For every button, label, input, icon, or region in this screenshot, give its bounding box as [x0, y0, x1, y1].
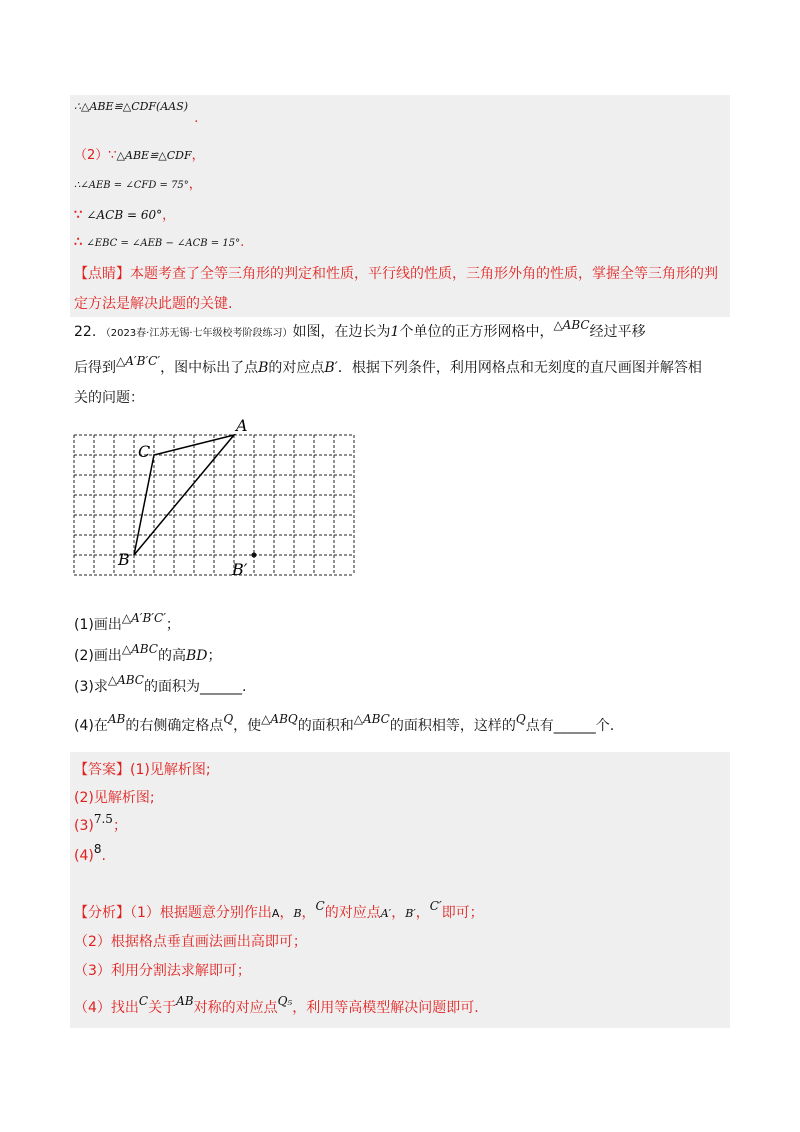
answer-line-3: (3)7.5；: [74, 812, 127, 834]
solution-line-1: ∴△ABE≌△CDF(AAS) .: [74, 100, 199, 126]
point-b-prime-dot: [252, 553, 257, 558]
answer-line-2: (2)见解析图;: [74, 790, 155, 806]
analysis-line-2: （2）根据格点垂直画法画出高即可；: [74, 934, 307, 950]
analysis-line-4: （4）找出C关于AB对称的对应点Q₅，利用等高模型解决问题即可.: [74, 994, 479, 1016]
grid-lines: [74, 435, 354, 575]
question-line-1: 22. （2023春·江苏无锡·七年级校考阶段练习）如图，在边长为1个单位的正方形网格中，△ABC经过平移: [74, 318, 646, 340]
key-point-comment: 【点睛】本题考查了全等三角形的判定和性质，平行线的性质，三角形外角的性质，掌握全等三角形的判定方法是解决此题的关键.: [74, 266, 718, 312]
solution-line-5: ∴ ∠EBC = ∠AEB − ∠ACB = 15°.: [74, 235, 245, 250]
part-4: (4)在AB的右侧确定格点Q，使△ABQ的面积和△ABC的面积相等，这样的Q点有______个.: [74, 712, 615, 734]
part-3: (3)求△ABC的面积为______.: [74, 673, 247, 695]
solution-line-4: ∵ ∠ACB = 60°，: [74, 208, 176, 223]
label-c: C: [138, 442, 151, 461]
answer-panel: [70, 752, 730, 1028]
part-1: (1)画出△A′B′C′；: [74, 611, 180, 633]
grid-figure: [60, 410, 380, 590]
solution-line-2: （2）∵△ABE≌△CDF，: [74, 148, 205, 163]
question-line-2: 后得到△A′B′C′，图中标出了点B的对应点B′．根据下列条件，利用网格点和无刻度的直尺画图并解答相: [74, 354, 702, 376]
analysis-line-1: 【分析】（1）根据题意分别作出A，B，C的对应点A′，B′，C′即可；: [74, 899, 484, 921]
label-a: A: [236, 416, 248, 435]
question-line-3: 关的问题：: [74, 390, 144, 406]
analysis-line-3: （3）利用分割法求解即可；: [74, 963, 251, 979]
solution-line-3: ∴∠AEB = ∠CFD = 75°，: [74, 177, 202, 192]
part-2: (2)画出△ABC的高BD；: [74, 642, 222, 664]
label-b: B: [118, 550, 130, 569]
label-b-prime: B′: [232, 560, 248, 579]
answer-line-4: (4)8.: [74, 842, 106, 864]
answer-line-1: 【答案】(1)见解析图;: [74, 762, 211, 778]
